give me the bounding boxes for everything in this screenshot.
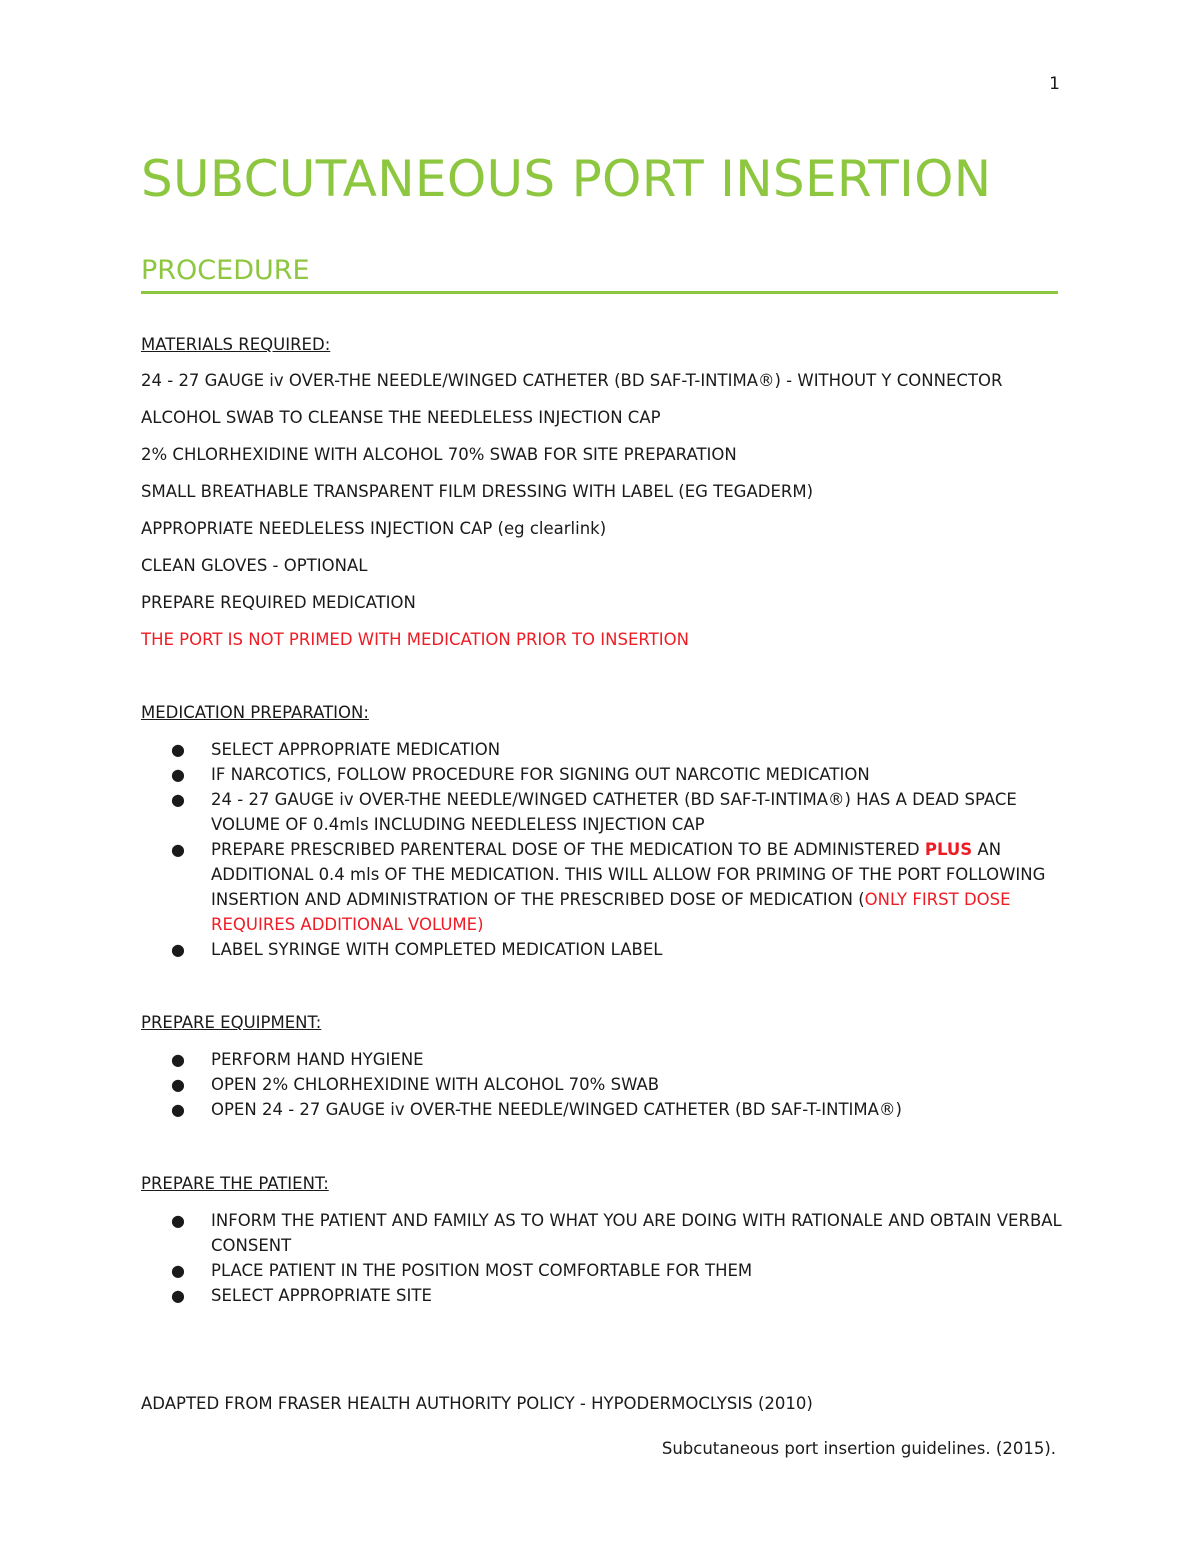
list-item-text: PREPARE PRESCRIBED PARENTERAL DOSE OF THE MEDICATION TO BE ADMINISTERED (211, 840, 925, 859)
materials-heading: MATERIALS REQUIRED: (141, 335, 331, 354)
bullet-icon: ● (171, 1100, 185, 1119)
bullet-icon: ● (171, 790, 185, 809)
list-item-text: INFORM THE PATIENT AND FAMILY AS TO WHAT YOU ARE DOING WITH RATIONALE AND OBTAIN VERBAL CONSENT (211, 1211, 1062, 1255)
bullet-icon: ● (171, 1286, 185, 1305)
list-item: APPROPRIATE NEEDLELESS INJECTION CAP (eg clearlink) (141, 519, 607, 538)
bullet-icon: ● (171, 1075, 185, 1094)
list-item-text: AN ADDITIONAL 0.4 mls OF THE MEDICATION. THIS WILL ALLOW FOR PRIMING OF THE PORT FOLLOWING INSERTION AND ADMINISTRATION OF THE PRESCRIBED DOSE OF MEDICATION ( (211, 840, 1046, 909)
medication-preparation-heading: MEDICATION PREPARATION: (141, 703, 369, 722)
page-number: 1 (1049, 74, 1060, 94)
list-item-text: OPEN 24 - 27 GAUGE iv OVER-THE NEEDLE/WINGED CATHETER (BD SAF-T-INTIMA®) (211, 1100, 902, 1119)
medication-preparation-list (141, 737, 1081, 962)
list-item: SMALL BREATHABLE TRANSPARENT FILM DRESSING WITH LABEL (EG TEGADERM) (141, 482, 814, 501)
list-item (141, 737, 1081, 762)
warning-text: THE PORT IS NOT PRIMED WITH MEDICATION PRIOR TO INSERTION (141, 630, 689, 649)
materials-list (141, 370, 1002, 666)
source-note: ADAPTED FROM FRASER HEALTH AUTHORITY POLICY - HYPODERMOCLYSIS (2010) (141, 1394, 813, 1413)
list-item-text: SELECT APPROPRIATE SITE (211, 1286, 432, 1305)
list-item-text: OPEN 2% CHLORHEXIDINE WITH ALCOHOL 70% SWAB (211, 1075, 660, 1094)
list-item (141, 1258, 1081, 1283)
list-item: 24 - 27 GAUGE iv OVER-THE NEEDLE/WINGED CATHETER (BD SAF-T-INTIMA®) - WITHOUT Y CONNECTOR (141, 371, 1003, 390)
first-dose-note: ONLY FIRST DOSE REQUIRES ADDITIONAL VOLUME) (211, 890, 1011, 934)
bullet-icon: ● (171, 840, 185, 859)
section-title-procedure: PROCEDURE (141, 252, 1058, 294)
list-item-text: SELECT APPROPRIATE MEDICATION (211, 740, 501, 759)
list-item-text: 24 - 27 GAUGE iv OVER-THE NEEDLE/WINGED CATHETER (BD SAF-T-INTIMA®) HAS A DEAD SPACE VOLUME OF 0.4mls INCLUDING NEEDLELESS INJECTION CAP (211, 790, 1017, 834)
bullet-icon: ● (171, 740, 185, 759)
list-item-text: LABEL SYRINGE WITH COMPLETED MEDICATION LABEL (211, 940, 663, 959)
list-item (141, 1072, 1081, 1097)
bullet-icon: ● (171, 1261, 185, 1280)
list-item: 2% CHLORHEXIDINE WITH ALCOHOL 70% SWAB FOR SITE PREPARATION (141, 445, 737, 464)
list-item (141, 1208, 1081, 1258)
list-item: PREPARE REQUIRED MEDICATION (141, 593, 416, 612)
list-item (141, 1047, 1081, 1072)
bullet-icon: ● (171, 1211, 185, 1230)
list-item-text: PERFORM HAND HYGIENE (211, 1050, 424, 1069)
plus-emphasis: PLUS (924, 840, 973, 859)
prepare-equipment-heading: PREPARE EQUIPMENT: (141, 1013, 322, 1032)
page-title: SUBCUTANEOUS PORT INSERTION (141, 150, 992, 208)
bullet-icon: ● (171, 1050, 185, 1069)
list-item: CLEAN GLOVES - OPTIONAL (141, 556, 368, 575)
list-item-text: PLACE PATIENT IN THE POSITION MOST COMFORTABLE FOR THEM (211, 1261, 753, 1280)
list-item (141, 762, 1081, 787)
bullet-icon: ● (171, 940, 185, 959)
list-item-text: IF NARCOTICS, FOLLOW PROCEDURE FOR SIGNING OUT NARCOTIC MEDICATION (211, 765, 870, 784)
list-item (141, 1283, 1081, 1308)
bullet-icon: ● (171, 765, 185, 784)
prepare-patient-list (141, 1208, 1081, 1308)
list-item: ALCOHOL SWAB TO CLEANSE THE NEEDLELESS INJECTION CAP (141, 408, 661, 427)
citation: Subcutaneous port insertion guidelines. (2015). (661, 1439, 1056, 1458)
list-item (141, 787, 1081, 837)
prepare-patient-heading: PREPARE THE PATIENT: (141, 1174, 329, 1193)
prepare-equipment-list (141, 1047, 1081, 1122)
list-item (141, 937, 1081, 962)
list-item (141, 1097, 1081, 1122)
list-item (141, 837, 1081, 937)
